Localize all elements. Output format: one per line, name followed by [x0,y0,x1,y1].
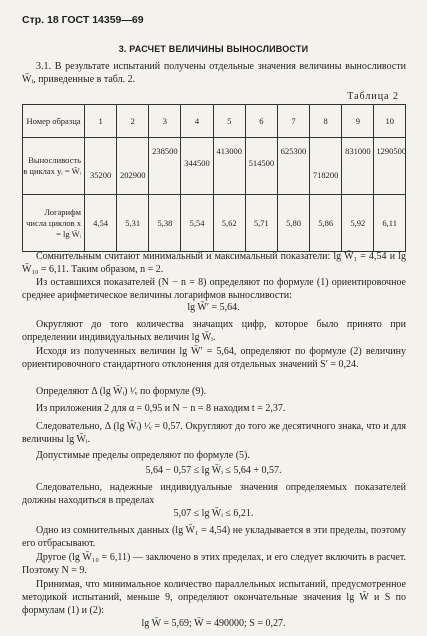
col-header-sample: Номер образца [23,105,85,138]
table-cell: 831000 [345,146,371,156]
formula: lg W̄ = 5,69; W̄ = 490000; S = 0,27. [141,618,286,629]
intro-paragraph: 3.1. В результате испытаний получены отдельные значения величины выносливости W̄ᵢ, приведенные в табл. 2. [22,61,406,85]
col-number: 3 [149,105,181,138]
table-cell: 4,54 [85,195,117,252]
formula: 5,64 − 0,57 ≤ lg W̄ᵢ ≤ 5,64 + 0,57. [145,465,282,476]
table-cell: 5,38 [149,195,181,252]
table-cell: 202900 [119,170,146,180]
paragraph: Исходя из полученных величин lg W̄′ = 5,64, определяют по формуле (2) величину ориентировочного стандартного отклонения для отдельных значений S′ = 0,24. [22,346,406,370]
paragraph: Из оставшихся показателей (N − n = 8) определяют по формуле (1) ориентировочное среднее арифметическое величины логарифмов выносливости: [22,277,406,301]
table-cell: 625300 [280,146,307,156]
table-cell: 5,92 [342,195,374,252]
col-number: 6 [245,105,277,138]
formula: lg W̄′ = 5,64. [187,302,240,313]
paragraph: Допустимые пределы определяют по формуле (5). [36,450,250,461]
col-number: 8 [310,105,342,138]
paragraph: Из приложения 2 для α = 0,95 и N − n = 8 находим t = 2,37. [36,403,286,414]
table-cell: 5,80 [277,195,309,252]
col-number: 1 [85,105,117,138]
section-title: 3. РАСЧЕТ ВЕЛИЧИНЫ ВЫНОСЛИВОСТИ [118,44,309,54]
table-caption: Таблица 2 [347,91,399,102]
col-number: 7 [277,105,309,138]
data-table [22,104,406,252]
row-label-cycles: Выносливость в циклах yᵢ = W̄ᵢ [23,138,85,195]
col-number: 4 [181,105,213,138]
page-header: Стр. 18 ГОСТ 14359—69 [22,14,144,26]
paragraph: Принимая, что минимальное количество параллельных испытаний, предусмотренное методикой испытаний, меньше 9, определяют окончательные значения lg W̄ и S по формулам (1) и (2): [22,579,406,616]
table-cell: 514500 [248,158,275,168]
col-number: 10 [374,105,406,138]
col-number: 9 [342,105,374,138]
table-cell: 35200 [89,170,112,180]
table-cell: 5,62 [213,195,245,252]
paragraph: Округляют до того количества значащих цифр, которое было принято при определении индивидуальных величин lg W̄ᵢ. [22,319,406,343]
table-cell: 413000 [216,146,242,156]
paragraph: Другое (lg W̄₁₀ = 6,11) — заключено в этих пределах, и его следует включить в расчет. Поэтому N = 9. [22,552,406,576]
table-cell: 5,86 [310,195,342,252]
table-cell: 5,54 [181,195,213,252]
table-cell: 5,71 [245,195,277,252]
table-cell: 238500 [152,146,178,156]
table-cell: 718200 [312,170,339,180]
paragraph: Следовательно, Δ (lg W̄ᵢ) ¹⁄ᵥ = 0,57. Округляют до того же десятичного знака, что и для величины lg W̄ᵢ. [22,421,406,445]
col-number: 5 [213,105,245,138]
table-cell: 344500 [184,158,210,168]
row-label-log: Логарифм числа циклов x = lg W̄ᵢ [23,195,85,252]
formula: 5,07 ≤ lg W̄ᵢ ≤ 6,21. [173,508,254,519]
paragraph: Одно из сомнительных данных (lg W̄₁ = 4,54) не укладывается в эти пределы, поэтому его отбрасывают. [22,525,406,549]
paragraph: Следовательно, надежные индивидуальные значения определяемых показателей должны находиться в пределах [22,482,406,506]
paragraph: Сомнительным считают минимальный и максимальный показатели: lg W̄₁ = 4,54 и lg W̄₁₀ = 6,11. Таким образом, n = 2. [22,251,406,275]
col-number: 2 [117,105,149,138]
table-cell: 6,11 [374,195,406,252]
table-cell: 1290500 [376,146,407,156]
table-cell: 5,31 [117,195,149,252]
paragraph: Определяют Δ (lg W̄ᵢ) ¹⁄ᵥ по формуле (9). [36,386,207,397]
